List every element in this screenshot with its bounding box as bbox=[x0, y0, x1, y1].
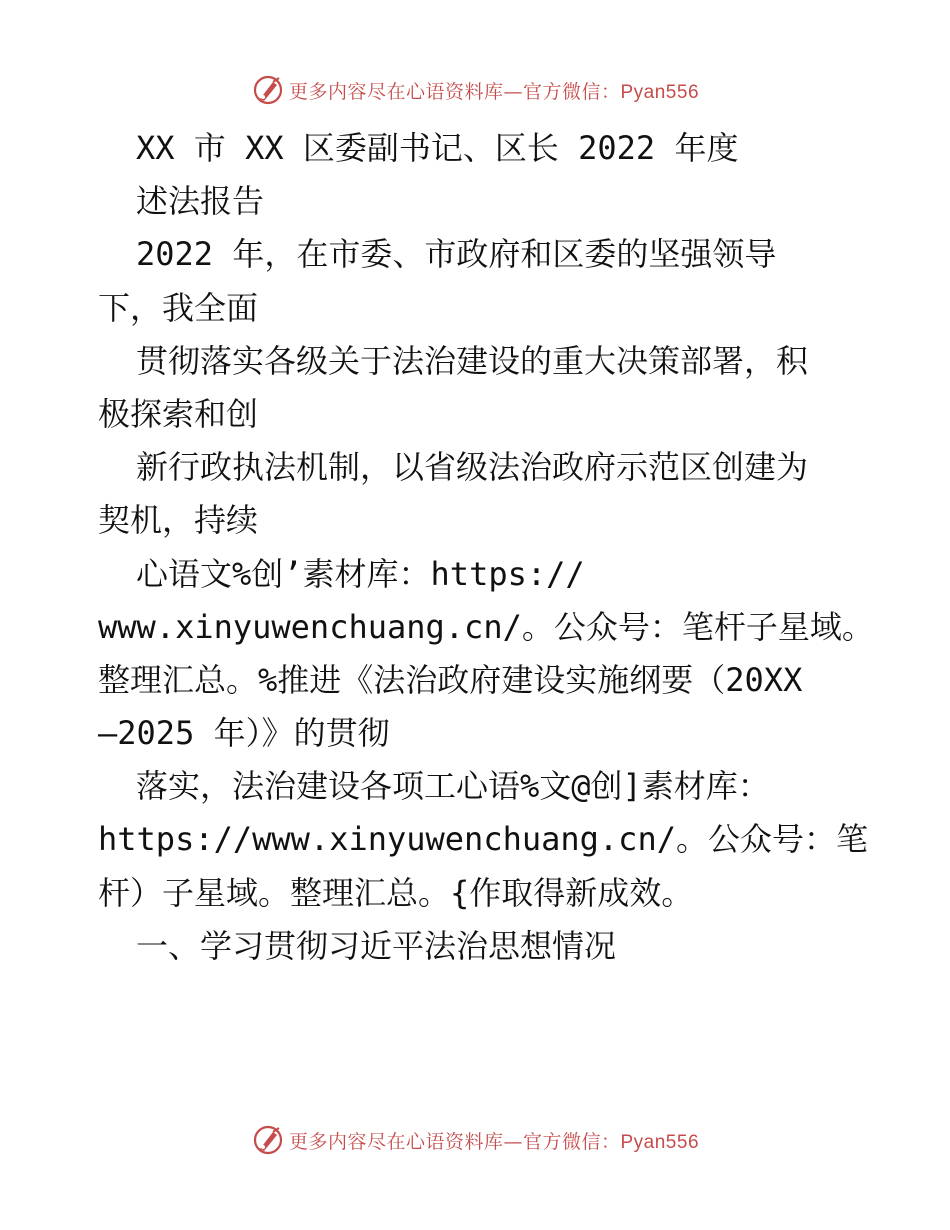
document-title-line-1: XX 市 XX 区委副书记、区长 2022 年度 bbox=[136, 129, 739, 167]
section-heading: 一、学习贯彻习近平法治思想情况 bbox=[136, 926, 617, 965]
footer-banner-text bbox=[289, 1127, 699, 1154]
document-body bbox=[98, 122, 874, 973]
footer-banner bbox=[0, 1120, 950, 1160]
quill-pen-logo-icon bbox=[251, 73, 285, 107]
footer-banner-separator: — bbox=[503, 1130, 523, 1153]
paragraph-line: https://www.xinyuwenchuang.cn/。公众号：笔 bbox=[98, 820, 868, 859]
paragraph-line: 契机，持续 bbox=[98, 501, 259, 540]
paragraph-line: 下，我全面 bbox=[98, 288, 259, 327]
paragraph-line: 2022 年，在市委、市政府和区委的坚强领导 bbox=[136, 235, 777, 274]
footer-banner-contact: 官方微信： bbox=[522, 1130, 621, 1153]
paragraph-line: 落实，法治建设各项工心语%文@创]素材库： bbox=[136, 767, 770, 806]
paragraph-line: 极探索和创 bbox=[98, 394, 259, 433]
footer-banner-slogan: 更多内容尽在心语资料库 bbox=[288, 1130, 504, 1153]
paragraph-line: 贯彻落实各级关于法治建设的重大决策部署，积 bbox=[136, 341, 809, 380]
paragraph-line: 新行政执法机制，以省级法治政府示范区创建为 bbox=[136, 448, 809, 487]
header-banner bbox=[0, 70, 950, 110]
header-banner-slogan: 更多内容尽在心语资料库 bbox=[288, 80, 504, 103]
document-title-line-2: 述法报告 bbox=[136, 182, 265, 221]
header-banner-handle: Pyan556 bbox=[620, 81, 700, 103]
paragraph-line: —2025 年）》的贯彻 bbox=[98, 714, 390, 753]
paragraph-line: 整理汇总。%推进《法治政府建设实施纲要（20XX bbox=[98, 660, 803, 699]
header-banner-separator: — bbox=[503, 80, 523, 103]
paragraph-line: www.xinyuwenchuang.cn/。公众号：笔杆子星域。 bbox=[98, 607, 874, 646]
quill-pen-logo-icon bbox=[251, 1123, 285, 1157]
paragraph-line: 杆）子星域。整理汇总。{作取得新成效。 bbox=[98, 873, 694, 912]
footer-banner-handle: Pyan556 bbox=[620, 1131, 700, 1153]
header-banner-text bbox=[289, 77, 699, 104]
paragraph-line: 心语文%创’素材库：https:// bbox=[136, 554, 585, 593]
header-banner-contact: 官方微信： bbox=[522, 80, 621, 103]
